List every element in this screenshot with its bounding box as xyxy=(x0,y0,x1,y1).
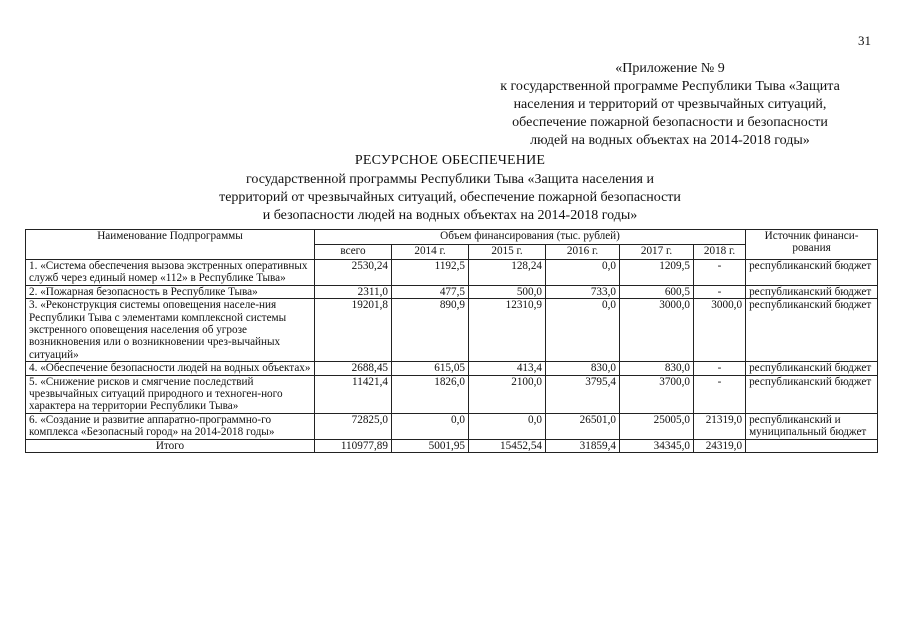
value-cell: 600,5 xyxy=(620,285,694,298)
funding-source: республиканский бюджет xyxy=(746,299,878,362)
value-cell: 413,4 xyxy=(469,362,546,375)
header-year: 2017 г. xyxy=(620,245,694,260)
value-cell: 3700,0 xyxy=(620,375,694,413)
value-cell: 2688,45 xyxy=(315,362,392,375)
value-cell: 26501,0 xyxy=(546,413,620,439)
value-cell: 0,0 xyxy=(469,413,546,439)
value-cell: - xyxy=(694,375,746,413)
value-cell: - xyxy=(694,260,746,286)
header-year: 2016 г. xyxy=(546,245,620,260)
total-row xyxy=(26,439,878,452)
funding-source: республиканский бюджет xyxy=(746,285,878,298)
header-year: 2018 г. xyxy=(694,245,746,260)
value-cell: 2100,0 xyxy=(469,375,546,413)
value-cell: 12310,9 xyxy=(469,299,546,362)
header-total: всего xyxy=(315,245,392,260)
total-value: 5001,95 xyxy=(392,439,469,452)
value-cell: 25005,0 xyxy=(620,413,694,439)
subprogram-name: 3. «Реконструкция системы оповещения населе-ния Республики Тыва с элементами комплексной системы экстренного оповещения населения об угрозе возникновения или о возникновении чрез-вычайных ситуаций» xyxy=(26,299,315,362)
document-subtitle xyxy=(150,171,750,225)
table-row xyxy=(26,413,878,439)
value-cell: 21319,0 xyxy=(694,413,746,439)
table-row xyxy=(26,299,878,362)
table-row xyxy=(26,285,878,298)
table-row xyxy=(26,362,878,375)
value-cell: 3000,0 xyxy=(620,299,694,362)
funding-source: республиканский бюджет xyxy=(746,260,878,286)
value-cell: 615,05 xyxy=(392,362,469,375)
header-name: Наименование Подпрограммы xyxy=(26,230,315,260)
value-cell: 2530,24 xyxy=(315,260,392,286)
total-value: 110977,89 xyxy=(315,439,392,452)
funding-source: республиканский бюджет xyxy=(746,375,878,413)
value-cell: 0,0 xyxy=(392,413,469,439)
subtitle-line: государственной программы Республики Тыва «Защита населения и xyxy=(246,172,654,187)
page-number: 31 xyxy=(858,33,871,48)
total-value: 34345,0 xyxy=(620,439,694,452)
total-value: 15452,54 xyxy=(469,439,546,452)
appendix-line: «Приложение № 9 xyxy=(615,61,725,76)
value-cell: 0,0 xyxy=(546,260,620,286)
value-cell: 2311,0 xyxy=(315,285,392,298)
subprogram-name: 6. «Создание и развитие аппаратно-программно-го комплекса «Безопасный город» на 2014-2018 годы» xyxy=(26,413,315,439)
value-cell: 3000,0 xyxy=(694,299,746,362)
appendix-line: обеспечение пожарной безопасности и безопасности xyxy=(512,115,828,130)
subprogram-name: 5. «Снижение рисков и смягчение последствий чрезвычайных ситуаций природного и техноген-ного характера на территории Республики Тыва» xyxy=(26,375,315,413)
value-cell: 1209,5 xyxy=(620,260,694,286)
value-cell: 1192,5 xyxy=(392,260,469,286)
value-cell: 11421,4 xyxy=(315,375,392,413)
total-value: 24319,0 xyxy=(694,439,746,452)
total-label: Итого xyxy=(26,439,315,452)
appendix-line: к государственной программе Республики Тыва «Защита xyxy=(500,79,840,94)
header-year: 2014 г. xyxy=(392,245,469,260)
value-cell: 830,0 xyxy=(546,362,620,375)
value-cell: 19201,8 xyxy=(315,299,392,362)
document-title xyxy=(130,152,770,170)
value-cell: 128,24 xyxy=(469,260,546,286)
table-row xyxy=(26,375,878,413)
resource-table xyxy=(25,229,878,453)
value-cell: - xyxy=(694,362,746,375)
value-cell: 72825,0 xyxy=(315,413,392,439)
value-cell: 3795,4 xyxy=(546,375,620,413)
value-cell: 733,0 xyxy=(546,285,620,298)
subprogram-name: 4. «Обеспечение безопасности людей на водных объектах» xyxy=(26,362,315,375)
header-source: Источник финанси-рования xyxy=(746,230,878,260)
header-year: 2015 г. xyxy=(469,245,546,260)
subprogram-name: 2. «Пожарная безопасность в Республике Тыва» xyxy=(26,285,315,298)
subtitle-line: территорий от чрезвычайных ситуаций, обеспечение пожарной безопасности xyxy=(219,190,681,205)
value-cell: 477,5 xyxy=(392,285,469,298)
value-cell: 0,0 xyxy=(546,299,620,362)
value-cell: 1826,0 xyxy=(392,375,469,413)
value-cell: - xyxy=(694,285,746,298)
subprogram-name: 1. «Система обеспечения вызова экстренных оперативных служб через единый номер «112» в Республике Тыва» xyxy=(26,260,315,286)
value-cell: 890,9 xyxy=(392,299,469,362)
funding-source: республиканский и муниципальный бюджет xyxy=(746,413,878,439)
appendix-line: населения и территорий от чрезвычайных ситуаций, xyxy=(513,97,827,112)
header-funding: Объем финансирования (тыс. рублей) xyxy=(315,230,746,245)
total-value: 31859,4 xyxy=(546,439,620,452)
table-row xyxy=(26,260,878,286)
total-source-empty xyxy=(746,439,878,452)
appendix-line: людей на водных объектах на 2014-2018 годы» xyxy=(530,133,810,148)
funding-source: республиканский бюджет xyxy=(746,362,878,375)
subtitle-line: и безопасности людей на водных объектах на 2014-2018 годы» xyxy=(262,208,638,223)
title-text: РЕСУРСНОЕ ОБЕСПЕЧЕНИЕ xyxy=(354,153,546,168)
appendix-block xyxy=(480,60,860,150)
value-cell: 500,0 xyxy=(469,285,546,298)
value-cell: 830,0 xyxy=(620,362,694,375)
